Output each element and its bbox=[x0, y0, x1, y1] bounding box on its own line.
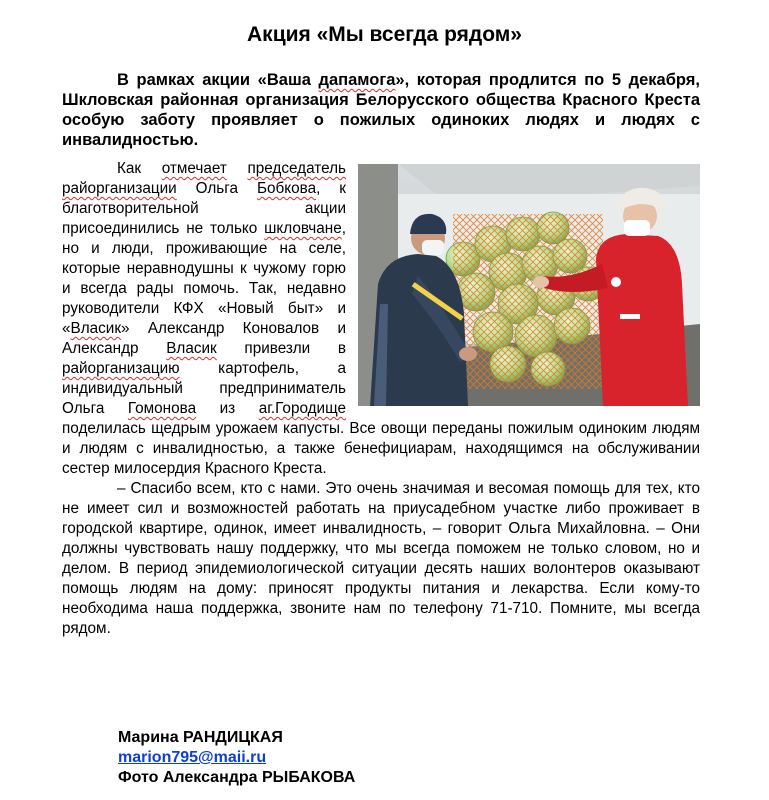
photo-credit: Фото Александра РЫБАКОВА bbox=[118, 769, 356, 786]
author-name: Марина РАНДИЦКАЯ bbox=[118, 729, 283, 746]
article-title: Акция «Мы всегда рядом» bbox=[247, 23, 522, 46]
author-email-link[interactable]: marion795@maii.ru bbox=[118, 749, 267, 766]
article-photo bbox=[358, 164, 700, 406]
article-lead: В рамках акции «Ваша дапамога», которая продлится по 5 декабря, Шкловская районная организация Белорусского общества Красного Креста особую заботу проявляет о пожилых одиноких людях и людях с инвалидностью. bbox=[62, 71, 701, 149]
paragraph-2: – Спасибо всем, кто с нами. Это очень значимая и весомая помощь для тех, кто не имеет сил и возможностей работать на приусадебном участке либо проживает в городской квартире, одинок, имеет инвалидность, – говорит Ольга Михайловна. – Они должны чувствовать нашу поддержку, что мы всегда поможем не только словом, но и делом. В период эпидемиологической ситуации десять наших волонтеров оказывают помощь людям на дому: приносят продукты питания и лекарства. Если кому-то необходима наша поддержка, звоните нам по телефону 71-710. Помните, мы всегда рядом. bbox=[62, 480, 700, 637]
spellcheck-word: дапамога bbox=[318, 71, 396, 89]
signature-block bbox=[118, 728, 355, 788]
paragraph-1: Как отмечает председатель райорганизации Ольга Бобкова, к благотворительной акции присоединились не только шкловчане, но и люди, проживающие на селе, которые неравнодушны к чужому горю и всегда рады помочь. Так, недавно руководители КФХ «Новый быт» и «Власик» Александр Коновалов и Александр Власик привезли в райорганизацию картофель, а индивидуальный предприниматель Ольга Гомонова из аг.Городище поделилась щедрым урожаем капусты. Все овощи переданы пожилым одиноким людям и людям с инвалидностью, а также бенефициарам, находящимся на обслуживании сестер милосердия Красного Креста. bbox=[62, 160, 700, 477]
article-body bbox=[62, 159, 700, 639]
